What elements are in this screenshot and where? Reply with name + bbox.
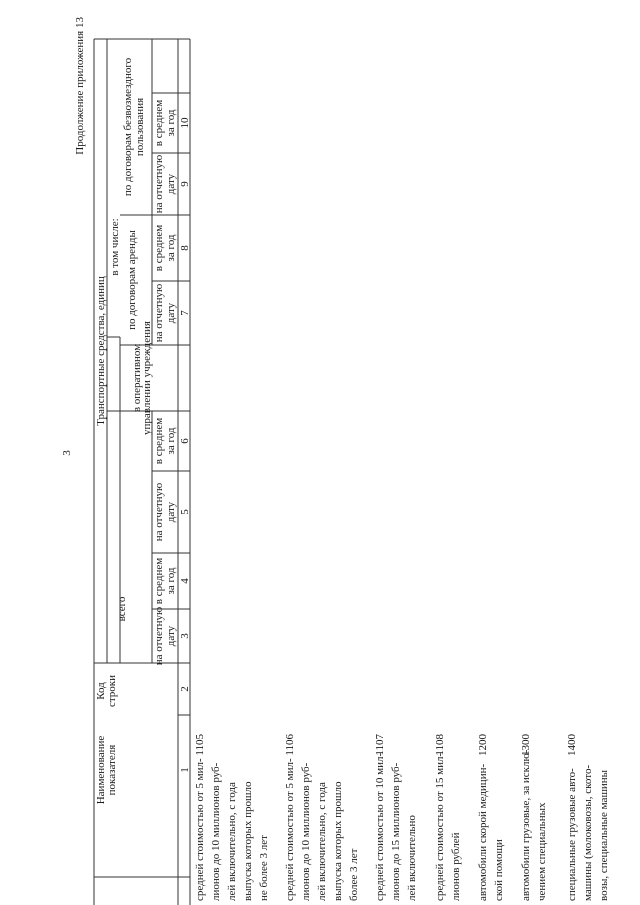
colnum-6: 6 (179, 438, 191, 444)
table-body (194, 734, 610, 902)
table-header (95, 57, 191, 804)
row-1106-code: 1106 (284, 734, 296, 756)
sub-ondate-lease-2: дату (165, 302, 177, 324)
header-free-use-line2: пользования (134, 97, 146, 157)
header-operative-line2: управлении учреждения (141, 321, 153, 435)
header-operative-line1: в оперативном (131, 343, 143, 413)
rotated-content (61, 17, 610, 905)
colnum-3: 3 (179, 633, 191, 639)
page-number: 3 (61, 450, 73, 456)
row-1107-line2: лионов до 15 миллионов руб- (390, 762, 402, 901)
row-1400-line2: машины (молоковозы, ското- (582, 764, 594, 901)
row-1106-line4: выпуска которых прошло (332, 781, 344, 901)
row-1105-line5: не более 3 лет (258, 835, 270, 901)
row-1300-code: 1300 (520, 734, 532, 756)
row-1106-line2: лионов до 10 миллионов руб- (300, 762, 312, 901)
sub-avg-free-2: за год (165, 109, 177, 137)
row-1200-line1: автомобили скорой медицин- (477, 763, 489, 901)
sub-avg-total-2: за год (165, 567, 177, 595)
colnum-2: 2 (179, 686, 191, 692)
sub-ondate-oper-2: дату (165, 501, 177, 523)
row-1400-line1: специальные грузовые авто- (566, 768, 578, 901)
row-1107-code: 1107 (374, 734, 386, 756)
colnum-9: 9 (179, 181, 191, 187)
row-1200-code: 1200 (477, 734, 489, 756)
row-1300-line2: чением специальных (536, 802, 548, 901)
row-1106-line5: более 3 лет (348, 848, 360, 901)
header-in-that: в том числе: (109, 218, 121, 276)
row-1108-line2: лионов рублей (450, 832, 462, 901)
header-free-use-line1: по договорам безвозмездного (122, 57, 134, 197)
row-1106-line1: средней стоимостью от 5 мил- (284, 758, 296, 901)
sub-avg-total-1: в среднем (153, 557, 165, 605)
header-total: всего (116, 596, 128, 622)
row-1300-line1: автомобили грузовые, за исклю- (520, 749, 532, 901)
sub-ondate-free-1: на отчетную (153, 154, 165, 214)
row-1200-line2: ской помощи (493, 839, 505, 901)
sub-ondate-total-2: дату (165, 625, 177, 647)
colnum-4: 4 (179, 578, 191, 584)
row-1107-line1: средней стоимостью от 10 мил- (374, 752, 386, 901)
row-1105-line4: выпуска которых прошло (242, 781, 254, 901)
row-1108-code: 1108 (434, 734, 446, 756)
sub-ondate-oper-1: на отчетную (153, 482, 165, 542)
sub-ondate-lease-1: на отчетную (153, 283, 165, 343)
sub-avg-lease-1: в среднем (153, 224, 165, 272)
header-lease: по договорам аренды (126, 230, 138, 330)
continuation-caption: Продолжение приложения 13 (74, 17, 86, 155)
row-1105-code: 1105 (194, 734, 206, 756)
header-name-line2: показателя (106, 744, 118, 796)
header-name-line1: Наименование (95, 735, 107, 805)
row-1400-line3: возы, специальные машины (598, 769, 610, 901)
row-1106-line3: лей включительно, с года (316, 782, 328, 901)
sub-avg-oper-1: в среднем (153, 417, 165, 465)
row-1105-line1: средней стоимостью от 5 мил- (194, 758, 206, 901)
header-code-line2: строки (106, 674, 118, 708)
colnum-10: 10 (179, 117, 191, 129)
sub-ondate-total-1: на отчетную (153, 606, 165, 666)
sub-avg-free-1: в среднем (153, 99, 165, 147)
row-1105-line3: лей включительно, с года (226, 782, 238, 901)
row-1105-line2: лионов до 10 миллионов руб- (210, 762, 222, 901)
header-code-line1: Код (95, 682, 107, 700)
colnum-8: 8 (179, 245, 191, 251)
row-1400-code: 1400 (566, 734, 578, 756)
row-1107-line3: лей включительно (406, 815, 418, 901)
colnum-1: 1 (179, 767, 191, 773)
header-transport: Транспортные средства, единиц (95, 276, 107, 426)
row-1108-line1: средней стоимостью от 15 мил- (434, 752, 446, 901)
colnum-7: 7 (179, 310, 191, 316)
sub-ondate-free-2: дату (165, 173, 177, 195)
sub-avg-oper-2: за год (165, 427, 177, 455)
sub-avg-lease-2: за год (165, 234, 177, 262)
colnum-5: 5 (179, 509, 191, 515)
